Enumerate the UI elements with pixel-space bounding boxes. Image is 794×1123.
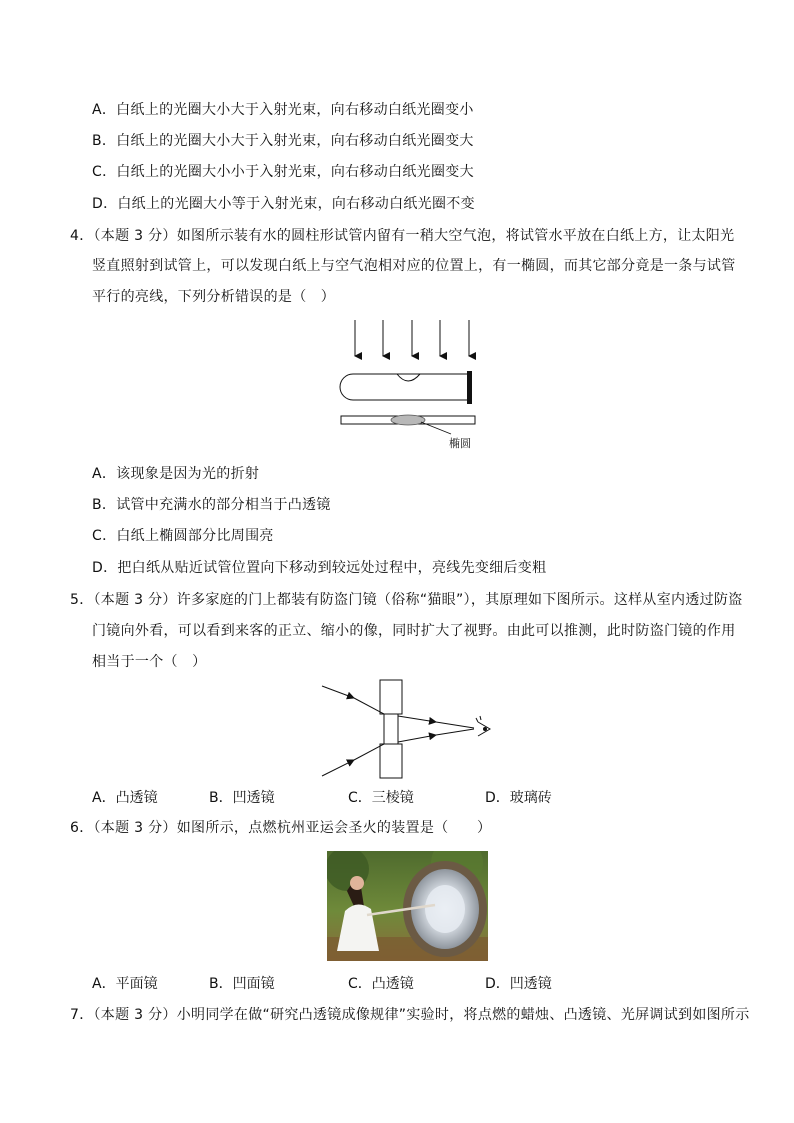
q3-option-a: A．白纸上的光圈大小大于入射光束，向右移动白纸光圈变小 (92, 102, 474, 118)
q5-stem-line-1: 5．（本题 3 分）许多家庭的门上都装有防盗门镜（俗称“猫眼”），其原理如下图所示。这样从室内透过防盗 (70, 592, 743, 608)
tube-stopper (467, 371, 472, 404)
q4-stem-line-1: 4．（本题 3 分）如图所示装有水的圆柱形试管内留有一稍大空气泡，将试管水平放在白纸上方，让太阳光 (70, 228, 735, 244)
eye-icon (476, 716, 490, 736)
q6-torch-photo (327, 851, 488, 961)
q4-option-c: C．白纸上椭圆部分比周围亮 (92, 528, 274, 544)
ellipse-label: 椭圆 (449, 437, 471, 450)
sunlight-arrows (355, 320, 469, 356)
ellipse-spot (391, 415, 425, 425)
q4-option-a: A．该现象是因为光的折射 (92, 466, 260, 482)
peephole-lens (384, 714, 398, 744)
q3-option-c: C．白纸上的光圈大小小于入射光束，向右移动白纸光圈变大 (92, 164, 474, 180)
q5-option-b: B．凹透镜 (209, 790, 275, 806)
outgoing-ray-lower-arrow (398, 735, 436, 742)
q6-option-d: D．凹透镜 (485, 976, 552, 992)
q5-option-a: A．凸透镜 (92, 790, 158, 806)
outgoing-ray-lower (436, 729, 474, 735)
q6-option-c: C．凸透镜 (348, 976, 414, 992)
q6-options-row (92, 974, 692, 994)
q5-option-d: D．玻璃砖 (485, 790, 552, 806)
incoming-ray-lower-arrow (322, 760, 354, 776)
q5-peephole-figure (318, 676, 498, 781)
door-upper (380, 680, 402, 714)
q5-option-c: C．三棱镜 (348, 790, 414, 806)
q4-option-b: B．试管中充满水的部分相当于凸透镜 (92, 497, 331, 513)
q5-stem-line-3: 相当于一个（ ） (92, 654, 207, 670)
q6-option-a: A．平面镜 (92, 976, 158, 992)
q3-option-b: B．白纸上的光圈大小大于入射光束，向右移动白纸光圈变大 (92, 133, 474, 149)
door-lower (380, 744, 402, 778)
q7-stem-line-1: 7．（本题 3 分）小明同学在做“研究凸透镜成像规律”实验时，将点燃的蜡烛、凸透镜、光屏调试到如图所示 (70, 1007, 750, 1023)
q3-option-d: D．白纸上的光圈大小等于入射光束，向右移动白纸光圈不变 (92, 196, 475, 212)
outgoing-ray-upper (436, 722, 474, 728)
q4-test-tube-figure (335, 318, 485, 453)
outgoing-ray-upper-arrow (398, 716, 436, 722)
q4-option-d: D．把白纸从贴近试管位置向下移动到较远处过程中，亮线先变细后变粗 (92, 560, 547, 576)
q4-stem-line-2: 竖直照射到试管上，可以发现白纸上与空气泡相对应的位置上，有一椭圆，而其它部分竟是一条与试管 (92, 258, 736, 274)
q5-stem-line-2: 门镜向外看，可以看到来客的正立、缩小的像，同时扩大了视野。由此可以推测，此时防盗门镜的作用 (92, 623, 736, 639)
q6-option-b: B．凹面镜 (209, 976, 275, 992)
q4-stem-line-3: 平行的亮线，下列分析错误的是（ ） (92, 289, 336, 305)
q5-options-row (92, 788, 692, 808)
incoming-ray-upper-arrow (322, 686, 354, 698)
q6-stem-line-1: 6．（本题 3 分）如图所示，点燃杭州亚运会圣火的装置是（ ） (70, 820, 492, 836)
